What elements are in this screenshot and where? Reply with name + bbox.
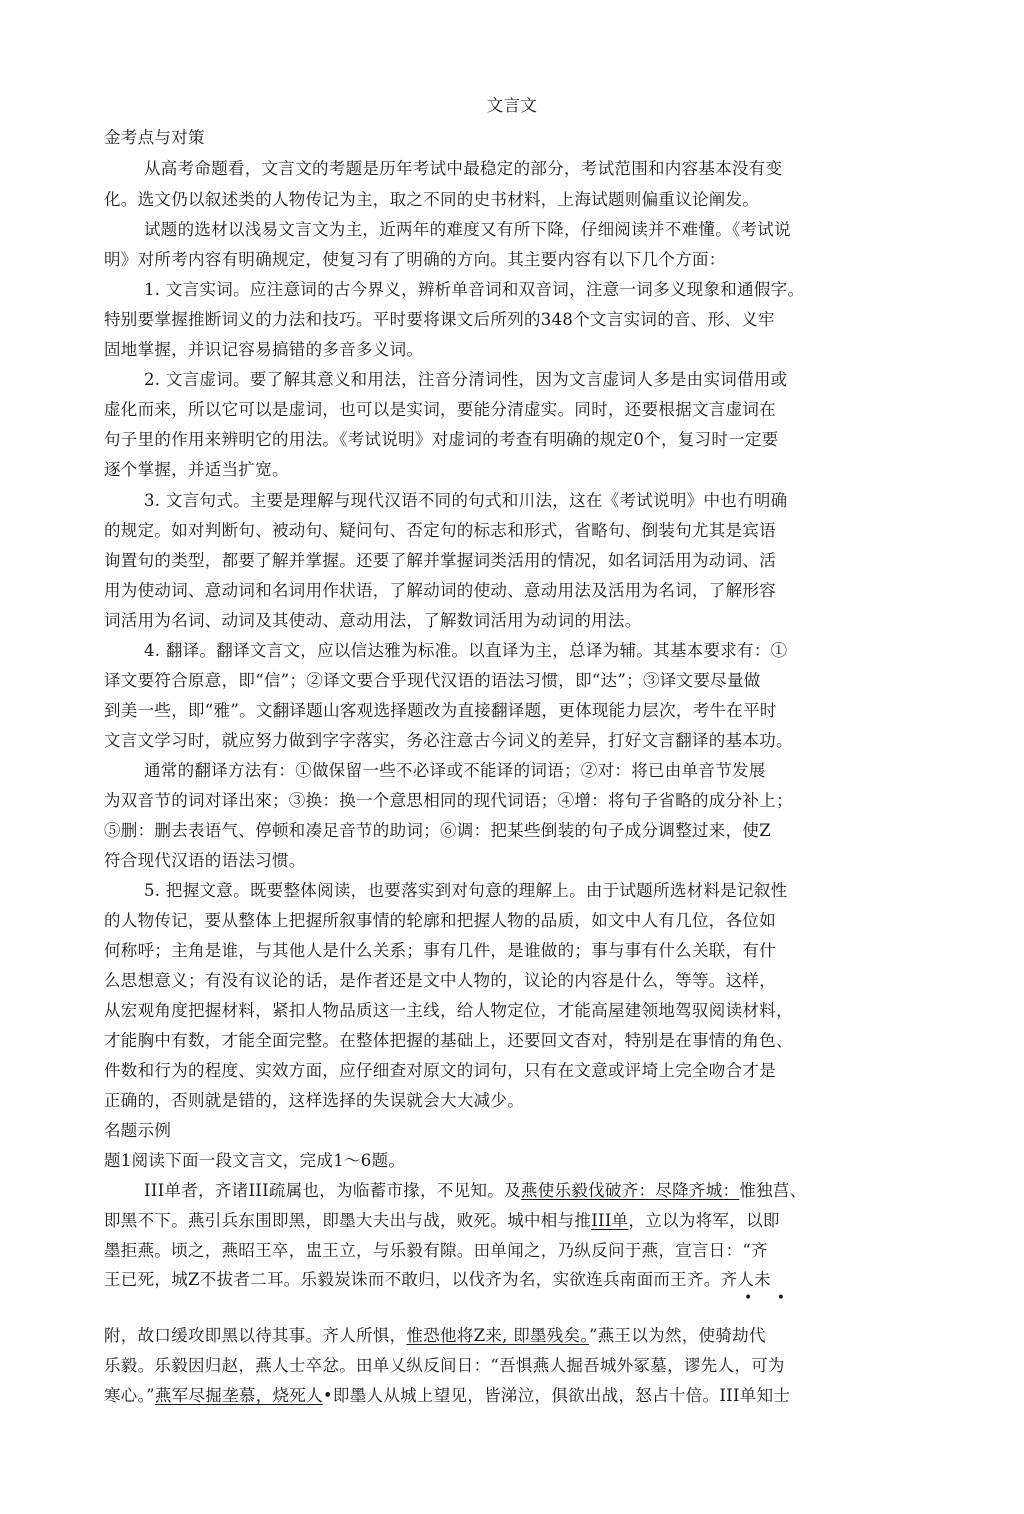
paragraph-line: 译文要符合原意，即“信”；②译文要合乎现代汉语的语法习惯，即“达”；③译文要尽量做 — [104, 671, 761, 690]
paragraph-line: 明》对所考内容有明确规定，使复习有了明确的方向。其主要内容有以下几个方面： — [104, 250, 726, 269]
paragraph-line: 词活用为名词、动词及其使动、意动用法，了解数词活用为动词的用法。 — [104, 611, 642, 630]
paragraph-line: 逐个掌握，并适当扩宽。 — [104, 460, 289, 479]
paragraph-line: 才能胸中有数，才能全面完整。在整体把握的基础上，还要回文杳对，特别是在事情的角色、 — [104, 1031, 793, 1050]
passage-text: ”燕王以为然，使骑劫代 — [589, 1326, 766, 1345]
paragraph-line: 3. 文言句式。主要是理解与现代汉语不同的句式和川法，这在《考试说明》中也冇明确 — [144, 491, 788, 510]
passage-line: 王已死，城Z不拔者二耳。乐毅炭诛而不敢归，以伐齐为名，实欲连兵南面而王齐。齐人未 — [104, 1270, 771, 1289]
passage-line — [144, 1177, 807, 1201]
paragraph-line: 试题的选材以浅易文言文为主，近两年的难度又有所下降，仔细阅读并不难懂。《考试说 — [144, 220, 791, 239]
section-heading: 金考点与对策 — [104, 128, 205, 147]
passage-line — [104, 1322, 766, 1346]
section-heading: 名题示例 — [104, 1121, 172, 1140]
emphasis-dots: • • — [744, 1290, 795, 1306]
passage-line: 墨拒燕。顷之，燕昭王卒，盅王立，与乐毅有隙。田单闻之，乃纵反问于燕，宣言日：“齐 — [104, 1241, 768, 1260]
passage-text: III单者，齐诸III疏属也，为临蓄市掾，不见知。及 — [144, 1181, 521, 1200]
paragraph-line: 句子里的作用来辨明它的用法。《考试说明》对虚词的考查有明确的规定0个，复习时一定要 — [104, 430, 779, 449]
passage-line: 乐毅。乐毅因归赵，燕人士卒忿。田单乂纵反间日：“吾惧燕人掘吾城外冢墓，谬先人，可为 — [104, 1356, 785, 1375]
passage-text: 惟独莒、 — [739, 1181, 807, 1200]
paragraph-line: 5. 把握文意。既要整体阅读，也要落实到对句意的理解上。由于试题所选材料是记叙性 — [144, 881, 788, 900]
paragraph-line: 符合现代汉语的语法习惯。 — [104, 851, 306, 870]
passage-line — [104, 1382, 790, 1406]
paragraph-line: 正确的，否则就是错的，这样选择的失误就会大大减少。 — [104, 1091, 524, 1110]
paragraph-line: 1. 文言实词。应注意词的古今界义，辨析单音词和双音词，注意一词多义现象和通假字。 — [144, 280, 805, 299]
paragraph-line: 用为使动词、意动词和名词用作状语，了解动词的使动、意动用法及活用为名词，了解形容 — [104, 581, 776, 600]
passage-text: 附，故口缓攻即黑以待其事。齐人所惧， — [104, 1326, 407, 1345]
underlined-phrase: III单 — [591, 1211, 629, 1230]
paragraph-line: 从高考命题看，文言文的考题是历年考试中最稳定的部分，考试范围和内容基本没有变 — [144, 159, 783, 178]
paragraph-line: 化。选文仍以叙述类的人物传记为主，取之不同的史书材料，上海试题则偏重议论阐发。 — [104, 190, 760, 209]
underlined-phrase: 惟恐他将Z来, 即墨残矣。 — [406, 1326, 590, 1345]
paragraph-line: 到美一些，即“雅”。文翻译题山客观选择题改为直接翻译题，更体现能力层次，考牛在平时 — [104, 701, 777, 720]
passage-line — [104, 1207, 780, 1231]
paragraph-line: 文言文学习时，就应努力做到字字落实，务必注意古今词义的差异，打好文言翻译的基本功。 — [104, 731, 793, 750]
passage-text: 寒心。” — [104, 1386, 155, 1405]
paragraph-line: 固地掌握，并识记容易搞错的多音多义词。 — [104, 340, 424, 359]
paragraph-line: 从宏观角度把握材料，紧扣人物品质这一主线，给人物定位，才能高屋建领地驾驭阅读材料， — [104, 1001, 793, 1020]
paragraph-line: 询置句的类型，都要了解并掌握。还要了解并掌握词类活用的情况，如名词活用为动词、活 — [104, 551, 776, 570]
passage-text: •即墨人从城上望见，皆涕泣，俱欲出战，怒占十倍。III单知士 — [322, 1386, 791, 1405]
passage-text: ，立以为将军，以即 — [628, 1211, 780, 1230]
document-title: 文言文 — [486, 96, 538, 115]
paragraph-line: 为双音节的词对译出來；③换：换一个意思相同的现代词语；④增：将句子省略的成分补上； — [104, 791, 793, 810]
paragraph-line: 通常的翻译方法有：①做保留一些不必译或不能译的词语；②对：将已由单音节发展 — [144, 761, 766, 780]
underlined-phrase: 燕军尽掘垄慕，烧死人 — [154, 1386, 323, 1405]
paragraph-line: 何称呼；主角是谁，与其他人是什么关系；事有几件，是谁做的；事与事有什么关联，有什 — [104, 941, 776, 960]
paragraph-line: 的人物传记，要从整体上把握所叙事情的轮廓和把握人物的品质，如文中人有几位，各位如 — [104, 911, 776, 930]
paragraph-line: 4. 翻译。翻译文言文，应以信达雅为标准。以直译为主，总译为辅。其基本要求有：① — [144, 641, 788, 660]
paragraph-line: ⑤删：删去表语气、停顿和凑足音节的助词；⑥调：把某些倒装的句子成分调整过来，使Z — [104, 821, 771, 840]
paragraph-line: 么思想意义；有没有议论的话，是作者还是文中人物的，议论的内容是什么，等等。这样， — [104, 971, 776, 990]
question-prompt: 题1阅读下面一段文言文，完成1～6题。 — [104, 1151, 406, 1170]
underlined-phrase: 燕使乐毅伐破齐：尽降齐城： — [520, 1181, 740, 1200]
paragraph-line: 特别要掌握推断词义的力法和技巧。平时要将课文后所列的348个文言实词的音、形、义牢 — [104, 310, 775, 329]
paragraph-line: 件数和行为的程度、实效方面，应仔细查对原文的词句，只有在文意或评埼上完全吻合才是 — [104, 1061, 776, 1080]
passage-text: 即黑不下。燕引兵东围即黑，即墨大夫出与战，败死。城中相与推 — [104, 1211, 592, 1230]
paragraph-line: 的规定。如对判断句、被动句、疑问句、否定句的标志和形式，省略句、倒装句尤其是宾语 — [104, 521, 776, 540]
paragraph-line: 2. 文言虚词。要了解其意义和用法，注音分清词性，因为文言虚词人多是由实词借用或 — [144, 370, 788, 389]
paragraph-line: 虚化而来，所以它可以是虚词，也可以是实词，要能分清虚实。同时，还要根据文言虚词在 — [104, 400, 776, 419]
